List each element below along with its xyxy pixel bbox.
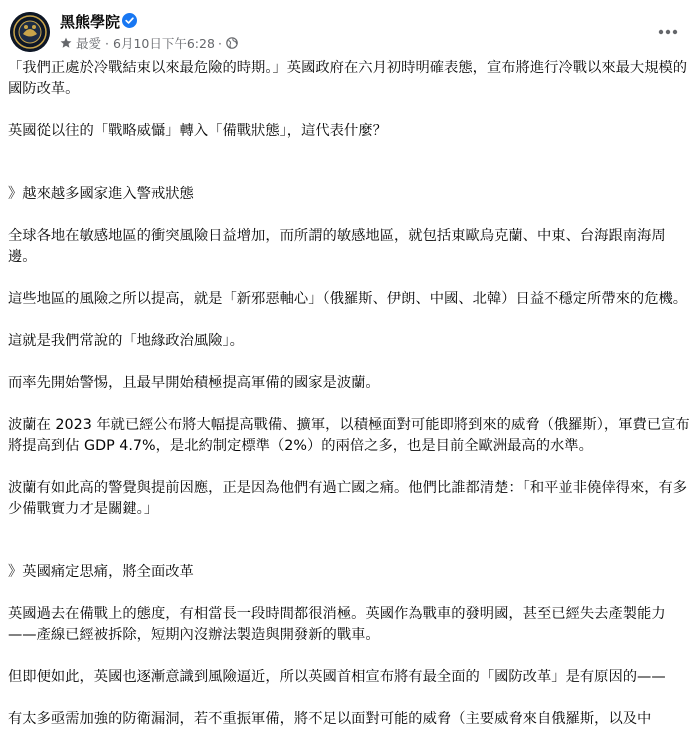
more-options-button[interactable]: [652, 16, 684, 48]
section-heading: 》英國痛定思痛，將全面改革: [8, 564, 194, 580]
more-dots-icon: [658, 29, 678, 35]
section-heading: 》越來越多國家進入警戒狀態: [8, 186, 194, 202]
meta-separator: ·: [105, 35, 109, 51]
post-paragraph: 有太多亟需加強的防衛漏洞，若不重振軍備，將不足以面對可能的威脅（主要威脅來自俄羅斯，以及中: [8, 711, 652, 727]
post-paragraph: 而率先開始警惕，且最早開始積極提高軍備的國家是波蘭。: [8, 375, 380, 391]
page-avatar[interactable]: [10, 12, 50, 52]
page-name-link[interactable]: 黑熊學院: [60, 13, 121, 31]
meta-separator-2: ·: [217, 35, 222, 51]
verified-badge-icon: [122, 13, 137, 28]
post-paragraph: 但即便如此，英國也逐漸意識到風險逼近，所以英國首相宣布將有最全面的「國防改革」是有原因的——: [8, 669, 666, 685]
post-paragraph: 全球各地在敏感地區的衝突風險日益增加，而所謂的敏感地區，就包括東歐烏克蘭、中東、台海跟南海周邊。: [8, 228, 666, 265]
post-paragraph: 波蘭在 2023 年就已經公布將大幅提高戰備、擴軍，以積極面對可能即將到來的威脅（俄羅斯），軍費已宣布將提高到佔 GDP 4.7%，是北約制定標準（2%）的兩倍之多，也是目前全歐洲最高的水準。: [8, 417, 690, 454]
post-paragraph: 波蘭有如此高的警覺與提前因應，正是因為他們有過亡國之痛。他們比誰都清楚：「和平並非僥倖得來，有多少備戰實力才是關鍵。」: [8, 480, 688, 517]
post-paragraph: 英國過去在備戰上的態度，有相當長一段時間都很消極。英國作為戰車的發明國，甚至已經失去產製能力——產線已經被拆除，短期內沒辦法製造與開發新的戰車。: [8, 606, 666, 643]
post-paragraph: 這些地區的風險之所以提高，就是「新邪惡軸心」（俄羅斯、伊朗、中國、北韓）日益不穩定所帶來的危機。: [8, 291, 688, 307]
post-paragraph: 「我們正處於冷戰結束以來最危險的時期。」英國政府在六月初時明確表態，宣布將進行冷戰以來最大規模的國防改革。: [8, 60, 688, 97]
page-logo-icon: [10, 12, 50, 52]
post-text: [8, 58, 691, 730]
audience-label: 最愛: [76, 36, 102, 51]
post-paragraph: 這就是我們常說的「地緣政治風險」。: [8, 333, 244, 349]
post-header: [0, 0, 699, 62]
favorite-star-icon: [60, 37, 72, 49]
post-timestamp[interactable]: 6月10日下午6:28: [113, 36, 215, 51]
post-meta: [60, 34, 238, 52]
public-globe-icon[interactable]: [226, 37, 238, 49]
post-paragraph: 英國從以往的「戰略威懾」轉入「備戰狀態」，這代表什麼？: [8, 123, 387, 139]
